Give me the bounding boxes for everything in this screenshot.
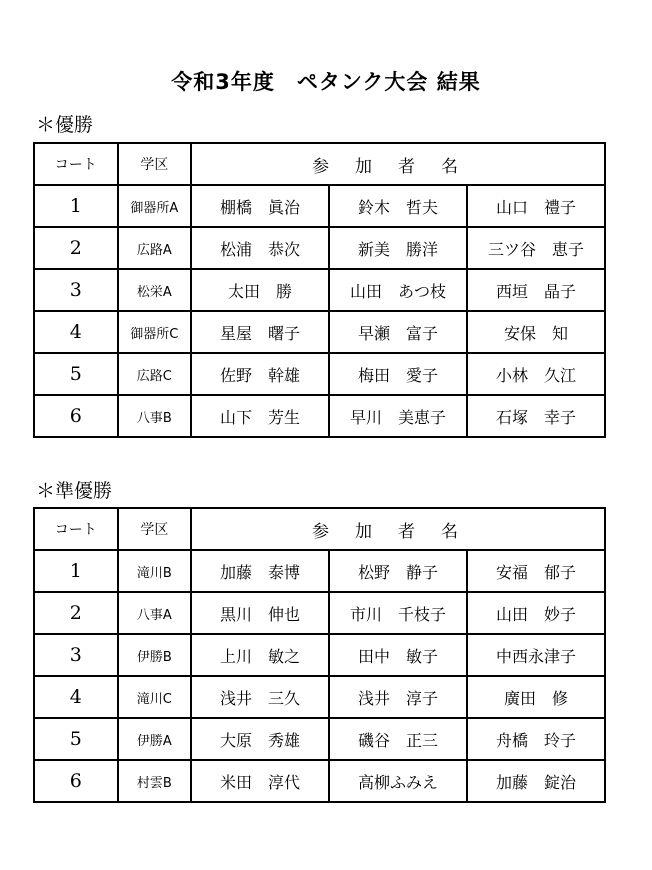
results-table-runner-up (33, 507, 606, 803)
school-district: 滝川C (118, 676, 192, 718)
school-district: 伊勝B (118, 634, 192, 676)
table-row (34, 269, 605, 311)
participant-name: 高柳ふみえ (329, 760, 467, 802)
school-district: 広路A (118, 227, 192, 269)
court-number: 1 (34, 550, 118, 592)
court-number: 4 (34, 676, 118, 718)
participant-name: 早川 美恵子 (329, 395, 467, 437)
participant-name: 棚橋 眞治 (191, 185, 329, 227)
table-row (34, 185, 605, 227)
participant-name: 小林 久江 (467, 353, 605, 395)
school-district: 伊勝A (118, 718, 192, 760)
school-district: 八事A (118, 592, 192, 634)
header-school: 学区 (118, 508, 192, 550)
section-heading-runner-up: ＊準優勝 (36, 480, 113, 502)
page-title: 令和3年度 ペタンク大会 結果 (171, 70, 481, 94)
court-number: 1 (34, 185, 118, 227)
participant-name: 梅田 愛子 (329, 353, 467, 395)
participant-name: 中西永津子 (467, 634, 605, 676)
participant-name: 浅井 三久 (191, 676, 329, 718)
table-row (34, 718, 605, 760)
participant-name: 黒川 伸也 (191, 592, 329, 634)
participant-name: 山田 あつ枝 (329, 269, 467, 311)
results-table-winner (33, 142, 606, 438)
participant-name: 大原 秀雄 (191, 718, 329, 760)
participant-name: 安保 知 (467, 311, 605, 353)
table-row (34, 395, 605, 437)
court-number: 5 (34, 353, 118, 395)
court-number: 6 (34, 395, 118, 437)
participant-name: 磯谷 正三 (329, 718, 467, 760)
school-district: 村雲B (118, 760, 192, 802)
court-number: 2 (34, 592, 118, 634)
participant-name: 石塚 幸子 (467, 395, 605, 437)
table-row (34, 760, 605, 802)
school-district: 滝川B (118, 550, 192, 592)
participant-name: 星屋 曙子 (191, 311, 329, 353)
participant-name: 山口 禮子 (467, 185, 605, 227)
participant-name: 山下 芳生 (191, 395, 329, 437)
school-district: 御器所A (118, 185, 192, 227)
participant-name: 早瀬 富子 (329, 311, 467, 353)
court-number: 3 (34, 269, 118, 311)
header-school: 学区 (118, 143, 192, 185)
participant-name: 市川 千枝子 (329, 592, 467, 634)
participant-name: 加藤 錠治 (467, 760, 605, 802)
participant-name: 松野 静子 (329, 550, 467, 592)
table-header-row (34, 143, 605, 185)
table-row (34, 353, 605, 395)
court-number: 3 (34, 634, 118, 676)
school-district: 松栄A (118, 269, 192, 311)
participant-name: 廣田 修 (467, 676, 605, 718)
court-number: 4 (34, 311, 118, 353)
table-row (34, 227, 605, 269)
header-participants: 参加者名 (191, 508, 605, 550)
participant-name: 田中 敏子 (329, 634, 467, 676)
school-district: 八事B (118, 395, 192, 437)
participant-name: 舟橋 玲子 (467, 718, 605, 760)
participant-name: 加藤 泰博 (191, 550, 329, 592)
participant-name: 浅井 淳子 (329, 676, 467, 718)
school-district: 広路C (118, 353, 192, 395)
section-heading-winner: ＊優勝 (36, 114, 94, 136)
header-court: コート (34, 143, 118, 185)
participant-name: 松浦 恭次 (191, 227, 329, 269)
participant-name: 太田 勝 (191, 269, 329, 311)
table-row (34, 676, 605, 718)
participant-name: 上川 敏之 (191, 634, 329, 676)
header-court: コート (34, 508, 118, 550)
table-row (34, 550, 605, 592)
participant-name: 三ツ谷 恵子 (467, 227, 605, 269)
court-number: 5 (34, 718, 118, 760)
header-participants: 参加者名 (191, 143, 605, 185)
participant-name: 新美 勝洋 (329, 227, 467, 269)
table-row (34, 311, 605, 353)
court-number: 6 (34, 760, 118, 802)
table-row (34, 592, 605, 634)
participant-name: 佐野 幹雄 (191, 353, 329, 395)
court-number: 2 (34, 227, 118, 269)
table-header-row (34, 508, 605, 550)
school-district: 御器所C (118, 311, 192, 353)
participant-name: 山田 妙子 (467, 592, 605, 634)
participant-name: 西垣 晶子 (467, 269, 605, 311)
participant-name: 米田 淳代 (191, 760, 329, 802)
participant-name: 安福 郁子 (467, 550, 605, 592)
table-row (34, 634, 605, 676)
participant-name: 鈴木 哲夫 (329, 185, 467, 227)
